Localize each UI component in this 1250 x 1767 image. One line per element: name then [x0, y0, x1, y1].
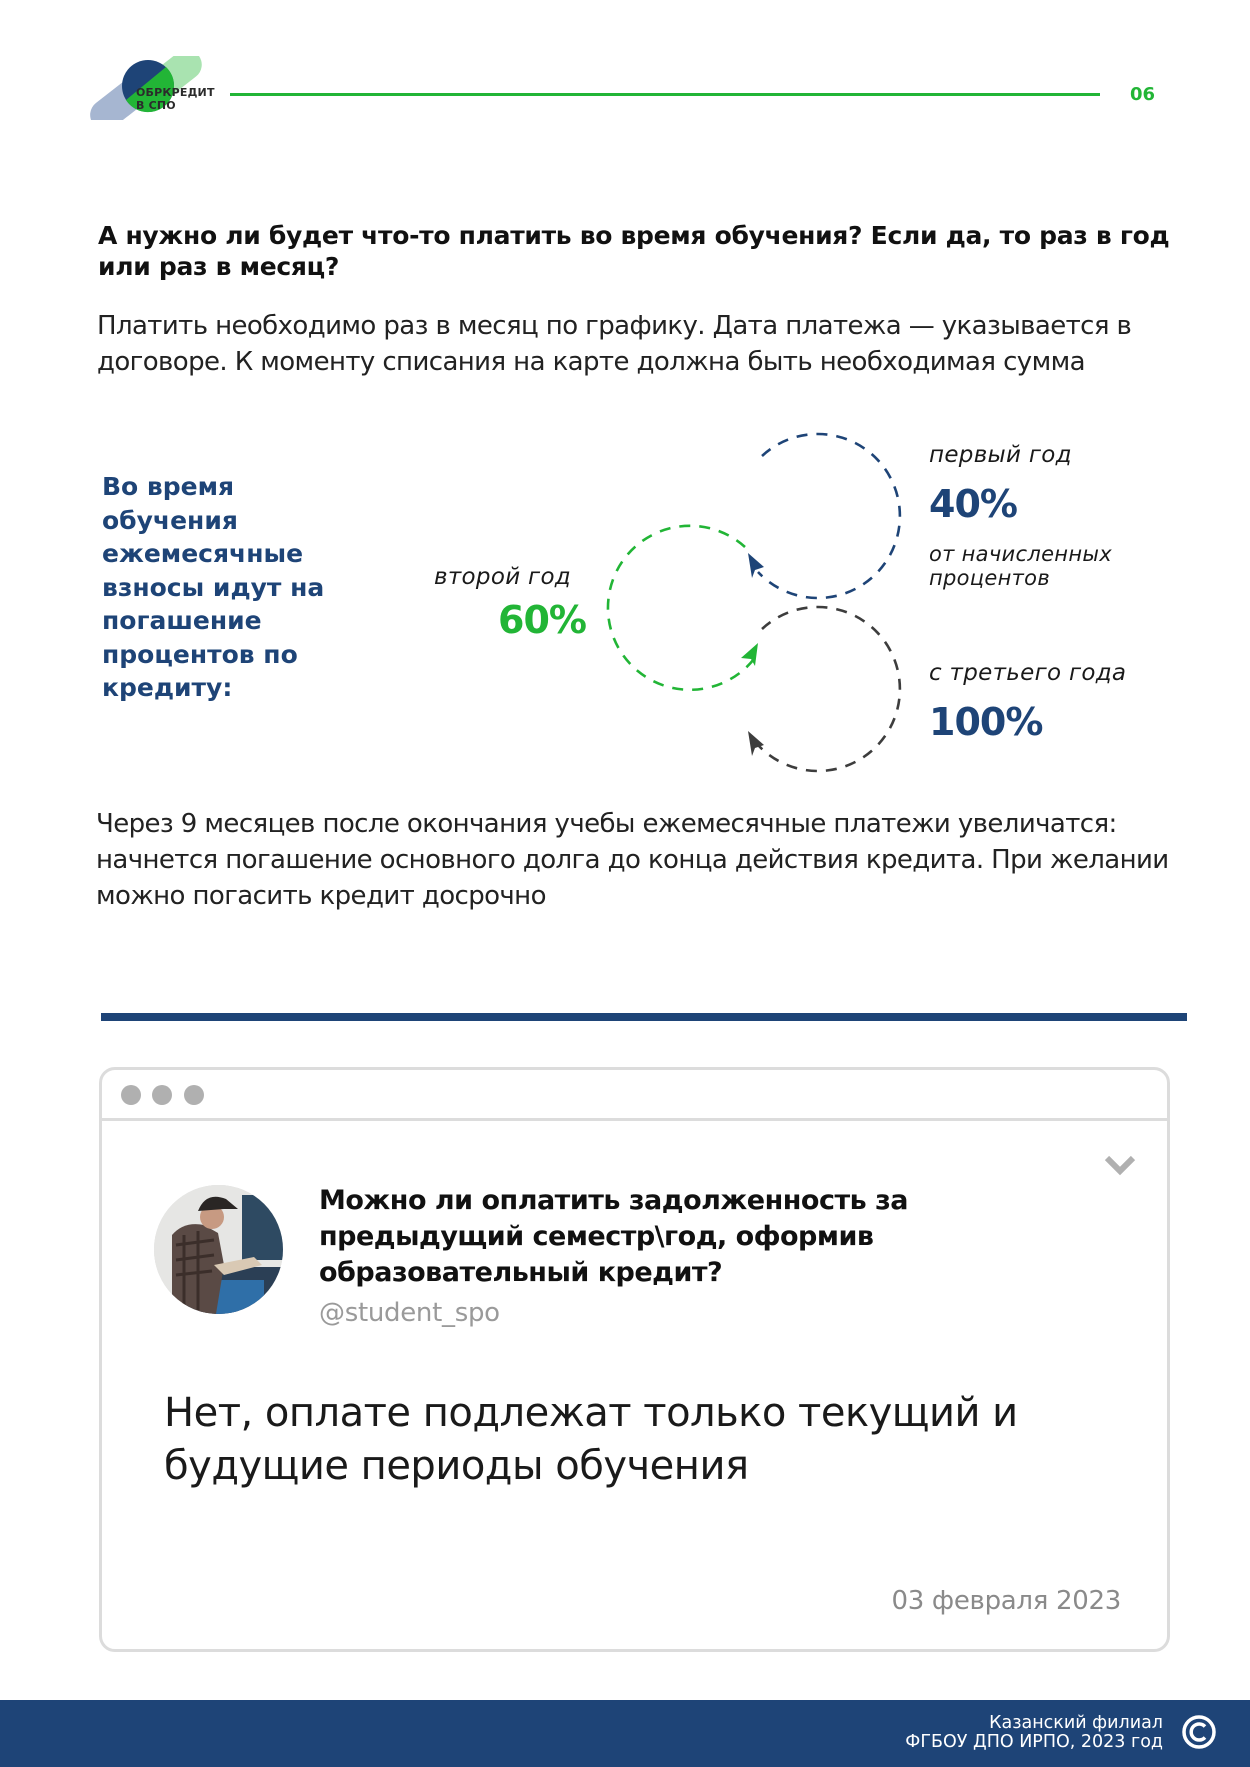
section-divider: [101, 1013, 1187, 1021]
first-year-percent: 40%: [929, 482, 1017, 526]
logo-line-2: В СПО: [136, 99, 176, 112]
after-study-text: Через 9 месяцев после окончания учебы ежемесячные платежи увеличатся: начнется погашение основного долга до конца действия кредита. При желании можно погасить кредит досрочно: [96, 809, 1169, 911]
logo-text: [136, 86, 215, 112]
second-year-label: второй год: [434, 564, 572, 590]
footer-text: [905, 1714, 1163, 1752]
second-year-arc: [608, 526, 754, 690]
footer: [0, 1700, 1250, 1767]
window-dot-icon: [184, 1085, 204, 1105]
section-answer: Платить необходимо раз в месяц по графику. Дата платежа — указывается в договоре. К моменту списания на карте должна быть необходимая сумма: [97, 311, 1132, 377]
side-note: Во время обучения ежемесячные взносы идут на погашение процентов по кредиту:: [102, 472, 325, 702]
first-year-label: первый год: [929, 442, 1072, 468]
third-year-arc: [758, 607, 900, 771]
second-year-percent: 60%: [498, 598, 586, 642]
window-dot-icon: [152, 1085, 172, 1105]
qa-card: [99, 1067, 1170, 1652]
card-title-bar: [102, 1070, 1167, 1121]
card-answer: Нет, оплате подлежат только текущий и будущие периоды обучения: [164, 1390, 1018, 1489]
footer-line-2: ФГБОУ ДПО ИРПО, 2023 год: [905, 1732, 1163, 1752]
copyright-icon: [1181, 1714, 1217, 1750]
card-date: 03 февраля 2023: [891, 1586, 1121, 1616]
logo-line-1: ОБРКРЕДИТ: [136, 86, 215, 99]
user-handle[interactable]: @student_spo: [319, 1298, 500, 1328]
header-divider: [230, 93, 1100, 96]
gray-arrow-icon: [748, 731, 764, 756]
window-dot-icon: [121, 1085, 141, 1105]
page-number: 06: [1130, 84, 1156, 105]
first-year-note: от начисленных процентов: [929, 542, 1112, 590]
first-year-arc: [758, 434, 900, 598]
payment-cycle-diagram: [580, 420, 920, 790]
avatar: [154, 1185, 283, 1314]
footer-line-1: Казанский филиал: [989, 1713, 1163, 1733]
card-question: Можно ли оплатить задолженность за предыдущий семестр\год, оформив образовательный кредит?: [319, 1185, 908, 1288]
third-year-label: с третьего года: [929, 660, 1127, 686]
third-year-percent: 100%: [929, 700, 1043, 744]
section-question: А нужно ли будет что-то платить во время обучения? Если да, то раз в год или раз в месяц?: [98, 221, 1170, 281]
chevron-down-icon[interactable]: [1103, 1153, 1137, 1177]
